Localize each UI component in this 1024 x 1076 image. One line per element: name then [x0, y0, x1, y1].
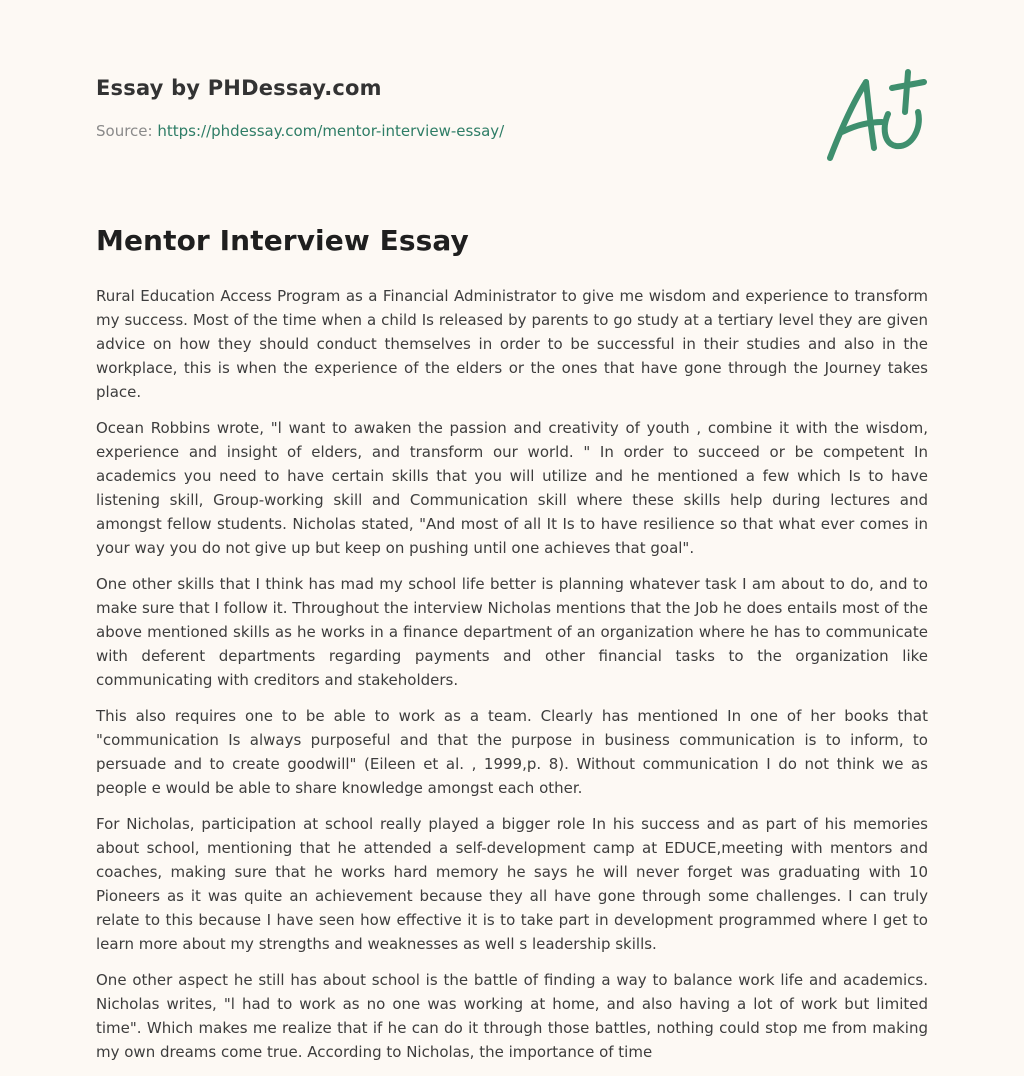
a-plus-logo-icon — [822, 66, 932, 166]
essay-paragraph: Rural Education Access Program as a Financial Administrator to give me wisdom and experience to transform my success. Most of the time when a child Is released by parents to go study at a tertiary level they are given advice on how they should conduct themselves in order to be successful in their studies and also in the workplace, this is when the experience of the elders or the ones that have gone through the Journey takes place. — [96, 287, 928, 401]
page-header — [96, 76, 796, 140]
source-line — [96, 122, 796, 140]
essay-paragraph: One other aspect he still has about school is the battle of finding a way to balance work life and academics. Nicholas writes, "l had to work as no one was working at home, and also having a lot of work but limited time". Which makes me realize that if he can do it through those battles, nothing could stop me from making my own dreams come true. According to Nicholas, the importance of time — [96, 971, 928, 1061]
source-link[interactable]: https://phdessay.com/mentor-interview-essay/ — [157, 122, 505, 140]
essay-title: Mentor Interview Essay — [96, 224, 469, 257]
essay-paragraph: For Nicholas, participation at school really played a bigger role In his success and as part of his memories about school, mentioning that he attended a self-development camp at EDUCE,meeting with mentors and coaches, making sure that he works hard memory he says he will never forget was graduating with 10 Pioneers as it was quite an achievement because they all have gone through some challenges. I can truly relate to this because I have seen how effective it is to take part in development programmed where I get to learn more about my strengths and weaknesses as well s leadership skills. — [96, 815, 928, 953]
essay-paragraph: This also requires one to be able to work as a team. Clearly has mentioned In one of her books that "communication Is always purposeful and that the purpose in business communication is to inform, to persuade and to create goodwill" (Eileen et al. , 1999,p. 8). Without communication I do not think we as people e would be able to share knowledge amongst each other. — [96, 707, 928, 797]
essay-body — [96, 284, 928, 1076]
source-label: Source: — [96, 122, 153, 140]
essay-paragraph: One other skills that I think has mad my school life better is planning whatever task I am about to do, and to make sure that I follow it. Throughout the interview Nicholas mentions that the Job he does entails most of the above mentioned skills as he works in a finance department of an organization where he has to communicate with deferent departments regarding payments and other financial tasks to the organization like communicating with creditors and stakeholders. — [96, 575, 928, 689]
essay-paragraph: Ocean Robbins wrote, "l want to awaken the passion and creativity of youth , combine it with the wisdom, experience and insight of elders, and transform our world. " In order to succeed or be competent In academics you need to have certain skills that you will utilize and he mentioned a few which Is to have listening skill, Group-working skill and Communication skill where these skills help during lectures and amongst fellow students. Nicholas stated, "And most of all It Is to have resilience so that what ever comes in your way you do not give up but keep on pushing until one achieves that goal". — [96, 419, 928, 557]
brand-title: Essay by PHDessay.com — [96, 76, 382, 100]
